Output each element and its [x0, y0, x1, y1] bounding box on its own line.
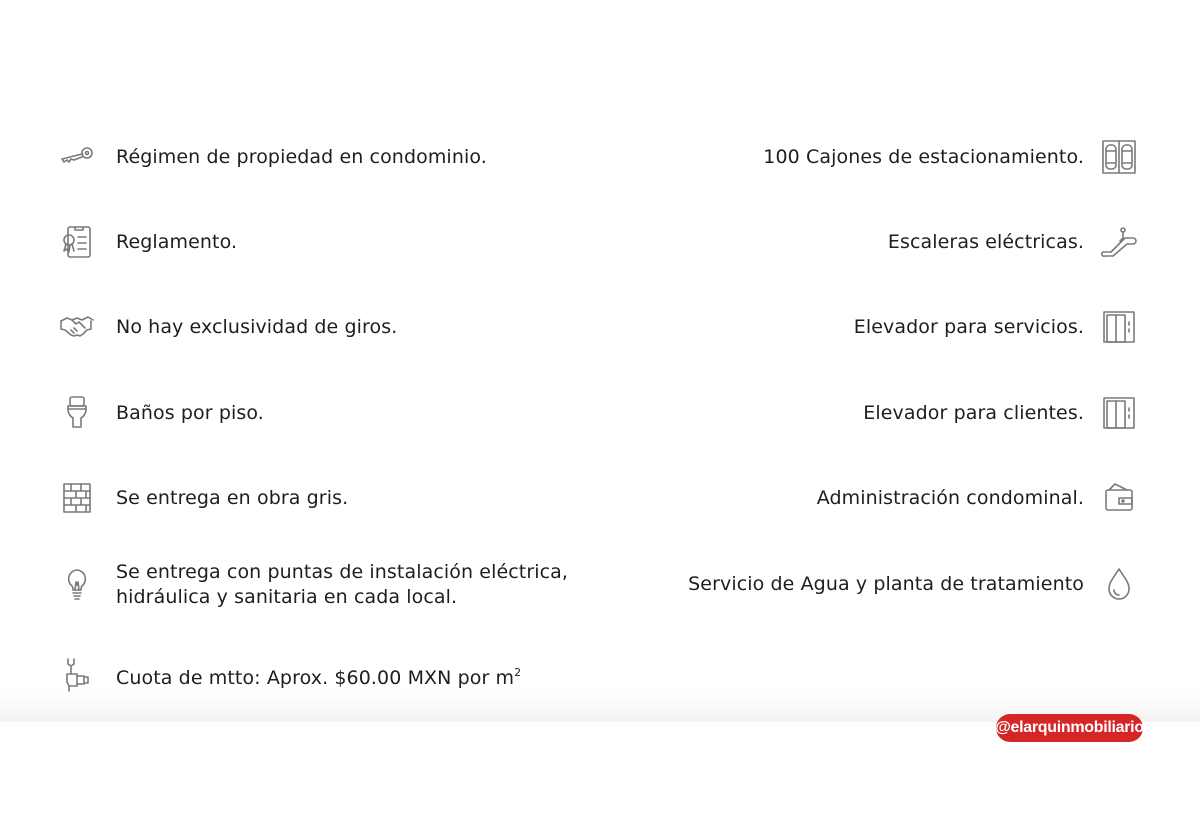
wrench-hand-icon — [56, 657, 98, 693]
feature-text: Elevador para servicios. — [853, 315, 1084, 338]
feature-text: Administración condominal. — [816, 486, 1084, 509]
feature-text: No hay exclusividad de giros. — [116, 315, 398, 338]
feature-item — [763, 139, 1140, 175]
certificate-checklist-icon — [56, 224, 98, 260]
feature-text-line2: hidráulica y sanitaria en cada local. — [116, 586, 458, 608]
key-icon — [56, 139, 98, 175]
handshake-icon — [56, 309, 98, 345]
feature-item — [56, 139, 487, 175]
feature-item — [863, 395, 1140, 431]
water-drop-icon — [1098, 566, 1140, 602]
feature-text: 100 Cajones de estacionamiento. — [763, 145, 1084, 168]
feature-item — [56, 395, 264, 431]
brick-wall-icon — [56, 480, 98, 516]
feature-text: Servicio de Agua y planta de tratamiento — [688, 572, 1084, 595]
wallet-icon — [1098, 480, 1140, 516]
feature-item — [56, 560, 568, 610]
superscript: 2 — [514, 665, 522, 679]
elevator-icon — [1098, 395, 1140, 431]
feature-item — [56, 309, 397, 345]
feature-text: Reglamento. — [116, 230, 238, 253]
lightbulb-icon — [56, 566, 98, 602]
feature-item — [817, 480, 1140, 516]
feature-text: Escaleras eléctricas. — [887, 230, 1084, 253]
feature-text: Régimen de propiedad en condominio. — [116, 145, 487, 168]
escalator-icon — [1098, 224, 1140, 260]
feature-text: Se entrega con puntas de instalación eléctrica, — [116, 561, 569, 583]
feature-item — [56, 657, 521, 693]
feature-item — [888, 224, 1140, 260]
brand-logo-text: @elarquinmobiliario — [995, 719, 1144, 736]
feature-item — [854, 309, 1140, 345]
parking-cars-icon — [1098, 139, 1140, 175]
brand-logo[interactable] — [996, 714, 1143, 742]
feature-text: Cuota de mtto: Aprox. $60.00 MXN por m — [116, 666, 515, 689]
feature-text: Se entrega en obra gris. — [116, 486, 349, 509]
feature-item — [56, 224, 237, 260]
elevator-icon — [1098, 309, 1140, 345]
feature-item — [688, 566, 1140, 602]
feature-text: Elevador para clientes. — [863, 401, 1084, 424]
feature-item — [56, 480, 348, 516]
feature-text: Baños por piso. — [116, 401, 264, 424]
toilet-icon — [56, 395, 98, 431]
